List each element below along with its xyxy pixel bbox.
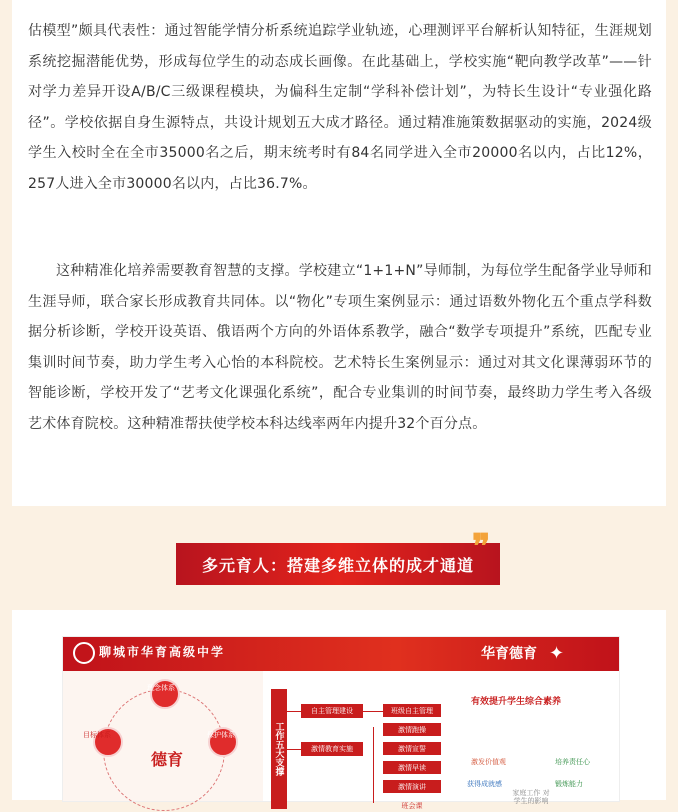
item-box: 激情宣誓: [383, 742, 441, 755]
school-logo-icon: [73, 642, 95, 664]
ring-node-label: 理念体系: [147, 684, 175, 692]
connector: [373, 727, 374, 803]
right-title: 有效提升学生综合素养: [471, 697, 562, 707]
image-card: [12, 610, 666, 810]
poster-header: [63, 637, 619, 671]
item-box: 班会课: [401, 801, 423, 810]
outcome-center: 家庭工作 对学生的影响: [512, 789, 550, 805]
ring-node-label: 目标体系: [83, 731, 111, 739]
outcome-bubble: 锻炼能力: [555, 780, 583, 788]
item-box: 激情跑操: [383, 723, 441, 736]
pillar-label: 工作五大支撑: [271, 689, 287, 809]
outcome-bubble: 获得成就感: [467, 780, 502, 788]
article-paragraph-2: 这种精准化培养需要教育智慧的支撑。学校建立“1+1+N”导师制，为每位学生配备学业导师和生涯导师，联合家长形成教育共同体。以“物化”专项生案例显示：通过语数外物化五个重点学科数据分析诊断，学校开设英语、俄语两个方向的外语体系教学，融合“数学专项提升”系统，匹配专业集训时间节奏，助力学生考入心怡的本科院校。艺术特长生案例显示：通过对其文化课薄弱环节的智能诊断，学校开发了“艺考文化课强化系统”，配合专业集训的时间节奏，最终助力学生考入各级艺术体育院校。这种精准帮扶使学校本科达线率两年内提升32个百分点。: [28, 263, 652, 432]
item-box: 班级自主管理: [383, 704, 441, 717]
section-title-banner: [176, 543, 500, 585]
category-box: 自主管理建设: [301, 704, 363, 718]
quote-mark-icon: ❞: [472, 527, 491, 567]
outcome-bubble: 培养责任心: [555, 758, 590, 766]
section-title: 多元育人：搭建多维立体的成才通道: [201, 555, 474, 575]
outcome-bubble: 激发价值观: [471, 758, 506, 766]
ring-node-label: 保护体系: [207, 731, 235, 739]
moral-education-poster[interactable]: [62, 636, 620, 810]
item-box: 激情早读: [383, 761, 441, 774]
category-box: 激情教育实施: [301, 742, 363, 756]
center-label: 德育: [151, 750, 184, 769]
item-box: 激情演讲: [383, 780, 441, 793]
school-name: 聊城市华育高级中学: [99, 645, 226, 659]
poster-brand: 华育德育: [481, 646, 537, 662]
connector: [287, 749, 301, 750]
article-paragraph-1: 估模型”颇具代表性：通过智能学情分析系统追踪学业轨迹，心理测评平台解析认知特征，生涯规划系统挖掘潜能优势，形成每位学生的动态成长画像。在此基础上，学校实施“靶向教学改革”——针对学力差异开设A/B/C三级课程模块，为偏科生定制“学科补偿计划”，为特长生设计“专业强化路径”。学校依据自身生源特点，共设计规划五大成才路径。通过精准施策数据驱动的实施，2024级学生入校时全在全市35000名之后，期末统考时有84名同学进入全市20000名以内，占比12%，257人进入全市30000名以内，占比36.7%。: [28, 23, 652, 192]
connector: [363, 711, 383, 712]
article-card: [12, 0, 666, 506]
brand-mark-icon: ✦: [549, 643, 565, 664]
connector: [287, 711, 301, 712]
